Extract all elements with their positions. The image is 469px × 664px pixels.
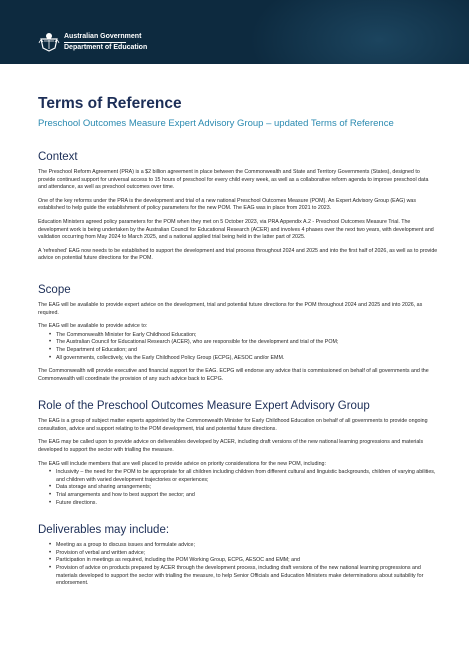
context-paragraph-1: The Preschool Reform Agreement (PRA) is a $2 billion agreement in place between the Commonwealth and State and Territory Governments (States), designed to provide continued support for universal access to 15 hours of preschool for every child every week, as well as a collaborative reform agenda to improve preschool data and attendance, as well as preschool outcomes over time. [38,169,429,191]
list-item: • Data storage and sharing arrangements; [50,484,438,492]
scope-section [38,283,438,383]
dept-name: Department of Education [64,44,148,51]
role-paragraph-3: The EAG will include members that are well placed to provide advice on priority considerations for the new POM, including: [38,460,326,467]
role-list [38,469,438,507]
list-item: • Provision of advice on products prepared by ACER through the development process, including draft versions of the new national learning progressions and materials developed to support the sector with trialling the measure, to help Senior Officials and Education Ministers make determinations about suitability for endorsement. [50,565,438,588]
context-heading: Context [38,151,78,163]
title-block [38,95,438,131]
role-heading: Role of the Preschool Outcomes Measure Expert Advisory Group [38,400,370,413]
list-item: • Trial arrangements and how to best support the sector; and [50,492,438,500]
list-item: • Meeting as a group to discuss issues and formulate advice; [50,542,438,550]
scope-heading: Scope [38,283,71,296]
list-item: • The Australian Council for Educational Research (ACER), who are responsible for the development and trial of the POM; [50,339,438,347]
logo-divider [64,42,126,43]
list-item: • The Commonwealth Minister for Early Childhood Education; [50,332,438,340]
context-paragraph-4: A 'refreshed' EAG now needs to be established to support the development and trial process throughout 2024 and 2025 and into the first half of 2026, as well as to provide advice on potential future directions for the POM. [38,247,438,262]
list-item: • Provision of verbal and written advice; [50,550,438,558]
scope-list [38,332,438,362]
gov-name: Australian Government [64,33,142,40]
page-title: Terms of Reference [38,95,182,112]
role-paragraph-1: The EAG is a group of subject matter experts appointed by the Commonwealth Minister for Early Childhood Education on behalf of all governments to provide ongoing consultation, advice and support relating to the POM development, trial and potential future directions. [38,418,428,432]
context-paragraph-3: Education Ministers agreed policy parameters for the POM when they met on 5 October 2023, via PRA Appendix A.2 - Preschool Outcomes Measure Trial. The development work is being undertaken by the Australian Council for Educational Research (ACER) and involves 4 phases over the next two years, with development and validation occurring from May 2024 to March 2025, and a national applied trial being held in the latter part of 2025. [38,218,434,241]
scope-paragraph-3: The Commonwealth will provide executive and financial support for the EAG. ECPG will endorse any advice that is commissioned on behalf of all governments and the Commonwealth will coordinate the provision of any such advice back to ECPG. [38,368,429,382]
list-item: • All governments, collectively, via the Early Childhood Policy Group (ECPG), AESOC and/or EMM. [50,355,438,363]
deliverables-section [38,523,438,588]
header-band [0,0,469,64]
list-item: • The Department of Education; and [50,347,438,355]
deliverables-list [38,542,438,588]
list-item: • Future directions. [50,500,438,508]
context-section [38,150,438,263]
scope-paragraph-2: The EAG will be available to provide advice to: [38,323,148,330]
role-section [38,399,438,507]
scope-paragraph-1: The EAG will be available to provide expert advice on the development, trial and potential future directions for the POM throughout 2024 and 2025 and into 2026, as required. [38,301,423,316]
coat-of-arms-icon [38,30,60,52]
context-paragraph-2: One of the key reforms under the PRA is the development and trial of a new national Preschool Outcomes Measure (POM). An Expert Advisory Group (EAG) was established to help guide the establishment of policy parameters for the new POM. The EAG was in place from 2021 to 2023. [38,197,417,212]
deliverables-heading: Deliverables may include: [38,524,170,537]
role-paragraph-2: The EAG may be called upon to provide advice on deliverables developed by ACER, including draft versions of the new national learning progressions and materials developed to support the sector with trialling the measure. [38,439,424,454]
list-item: • Inclusivity – the need for the POM to be appropriate for all children including children from different cultural and linguistic backgrounds, children of varying abilities, and children with varied development trajectories or experiences; [50,469,438,484]
document-body [38,150,438,594]
page-subtitle: Preschool Outcomes Measure Expert Advisory Group – updated Terms of Reference [38,118,394,129]
government-logo-text [64,33,147,52]
list-item: • Participation in meetings as required, including the POM Working Group, ECPG, AESOC and EMM; and [50,557,438,565]
